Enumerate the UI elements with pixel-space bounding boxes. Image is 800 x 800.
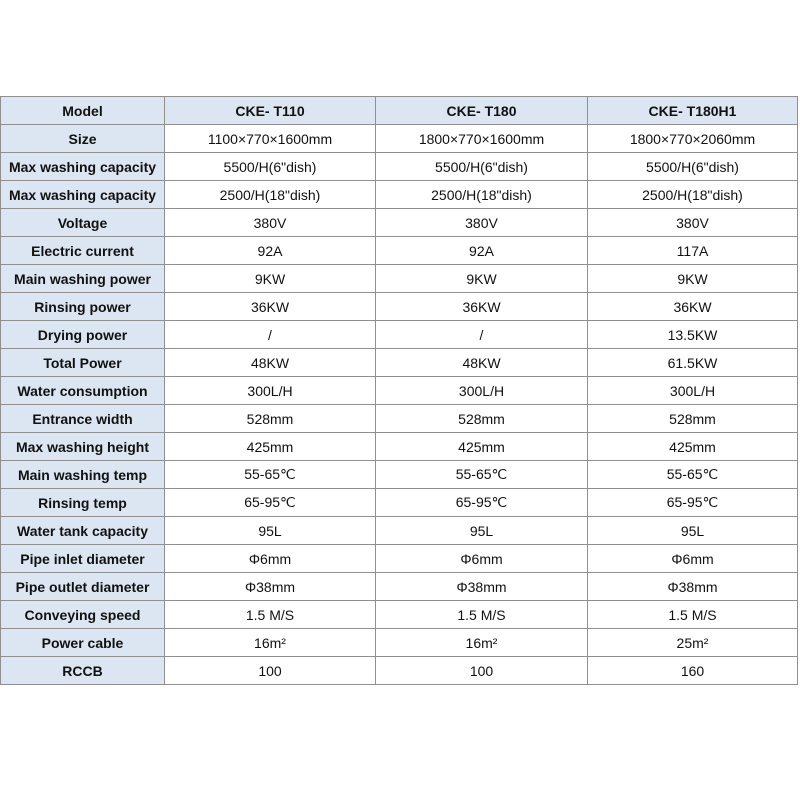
table-row [1, 321, 798, 349]
table-cell: 9KW [588, 265, 798, 293]
row-label: Power cable [1, 629, 165, 657]
table-cell: 1.5 M/S [165, 601, 376, 629]
table-cell: Φ6mm [588, 545, 798, 573]
row-label: Rinsing temp [1, 489, 165, 517]
table-cell: 65-95℃ [165, 489, 376, 517]
table-cell: 9KW [165, 265, 376, 293]
row-label: Entrance width [1, 405, 165, 433]
table-cell: 425mm [376, 433, 588, 461]
table-cell: 528mm [165, 405, 376, 433]
table-cell: 100 [376, 657, 588, 685]
table-cell: 1800×770×2060mm [588, 125, 798, 153]
table-cell: 300L/H [165, 377, 376, 405]
row-label: Drying power [1, 321, 165, 349]
table-cell: Φ38mm [376, 573, 588, 601]
header-cke-t110: CKE- T110 [165, 97, 376, 125]
table-row [1, 349, 798, 377]
table-row [1, 181, 798, 209]
table-cell: 380V [376, 209, 588, 237]
table-cell: 300L/H [376, 377, 588, 405]
table-cell: 95L [165, 517, 376, 545]
table-cell: 16m² [165, 629, 376, 657]
table-cell: 36KW [376, 293, 588, 321]
table-cell: 2500/H(18"dish) [588, 181, 798, 209]
table-row [1, 433, 798, 461]
table-row [1, 293, 798, 321]
row-label: Size [1, 125, 165, 153]
table-cell: Φ6mm [376, 545, 588, 573]
table-row [1, 125, 798, 153]
table-cell: 380V [588, 209, 798, 237]
table-cell: 92A [165, 237, 376, 265]
row-label: RCCB [1, 657, 165, 685]
spec-table-body [1, 125, 798, 685]
table-row [1, 209, 798, 237]
table-row [1, 545, 798, 573]
table-row [1, 629, 798, 657]
row-label: Electric current [1, 237, 165, 265]
row-label: Max washing capacity [1, 153, 165, 181]
table-cell: 528mm [376, 405, 588, 433]
row-label: Main washing power [1, 265, 165, 293]
table-cell: Φ38mm [588, 573, 798, 601]
table-row [1, 573, 798, 601]
table-cell: 5500/H(6"dish) [165, 153, 376, 181]
table-cell: Φ6mm [165, 545, 376, 573]
header-model: Model [1, 97, 165, 125]
table-cell: 100 [165, 657, 376, 685]
table-cell: Φ38mm [165, 573, 376, 601]
table-cell: / [376, 321, 588, 349]
row-label: Max washing capacity [1, 181, 165, 209]
table-cell: 36KW [165, 293, 376, 321]
table-cell: 65-95℃ [588, 489, 798, 517]
header-row [1, 97, 798, 125]
table-cell: 16m² [376, 629, 588, 657]
table-row [1, 237, 798, 265]
row-label: Rinsing power [1, 293, 165, 321]
row-label: Voltage [1, 209, 165, 237]
table-cell: 13.5KW [588, 321, 798, 349]
row-label: Water consumption [1, 377, 165, 405]
table-row [1, 265, 798, 293]
spec-table [0, 96, 798, 685]
table-cell: 528mm [588, 405, 798, 433]
table-row [1, 153, 798, 181]
table-row [1, 489, 798, 517]
row-label: Conveying speed [1, 601, 165, 629]
table-cell: 117A [588, 237, 798, 265]
table-cell: / [165, 321, 376, 349]
table-cell: 61.5KW [588, 349, 798, 377]
table-cell: 25m² [588, 629, 798, 657]
table-cell: 95L [588, 517, 798, 545]
table-cell: 425mm [588, 433, 798, 461]
table-cell: 92A [376, 237, 588, 265]
table-cell: 160 [588, 657, 798, 685]
table-row [1, 377, 798, 405]
table-cell: 380V [165, 209, 376, 237]
table-cell: 48KW [165, 349, 376, 377]
table-row [1, 601, 798, 629]
table-cell: 425mm [165, 433, 376, 461]
table-cell: 95L [376, 517, 588, 545]
row-label: Total Power [1, 349, 165, 377]
header-cke-t180: CKE- T180 [376, 97, 588, 125]
row-label: Main washing temp [1, 461, 165, 489]
table-cell: 55-65℃ [376, 461, 588, 489]
table-cell: 1.5 M/S [588, 601, 798, 629]
table-row [1, 657, 798, 685]
table-row [1, 461, 798, 489]
table-cell: 2500/H(18"dish) [376, 181, 588, 209]
table-cell: 9KW [376, 265, 588, 293]
row-label: Pipe inlet diameter [1, 545, 165, 573]
table-row [1, 405, 798, 433]
table-row [1, 517, 798, 545]
header-cke-t180h1: CKE- T180H1 [588, 97, 798, 125]
table-cell: 1.5 M/S [376, 601, 588, 629]
row-label: Water tank capacity [1, 517, 165, 545]
table-cell: 36KW [588, 293, 798, 321]
table-cell: 5500/H(6"dish) [588, 153, 798, 181]
table-cell: 55-65℃ [588, 461, 798, 489]
table-cell: 65-95℃ [376, 489, 588, 517]
row-label: Max washing height [1, 433, 165, 461]
table-cell: 1100×770×1600mm [165, 125, 376, 153]
table-cell: 5500/H(6"dish) [376, 153, 588, 181]
table-cell: 2500/H(18"dish) [165, 181, 376, 209]
table-cell: 300L/H [588, 377, 798, 405]
table-cell: 55-65℃ [165, 461, 376, 489]
row-label: Pipe outlet diameter [1, 573, 165, 601]
table-cell: 48KW [376, 349, 588, 377]
table-cell: 1800×770×1600mm [376, 125, 588, 153]
